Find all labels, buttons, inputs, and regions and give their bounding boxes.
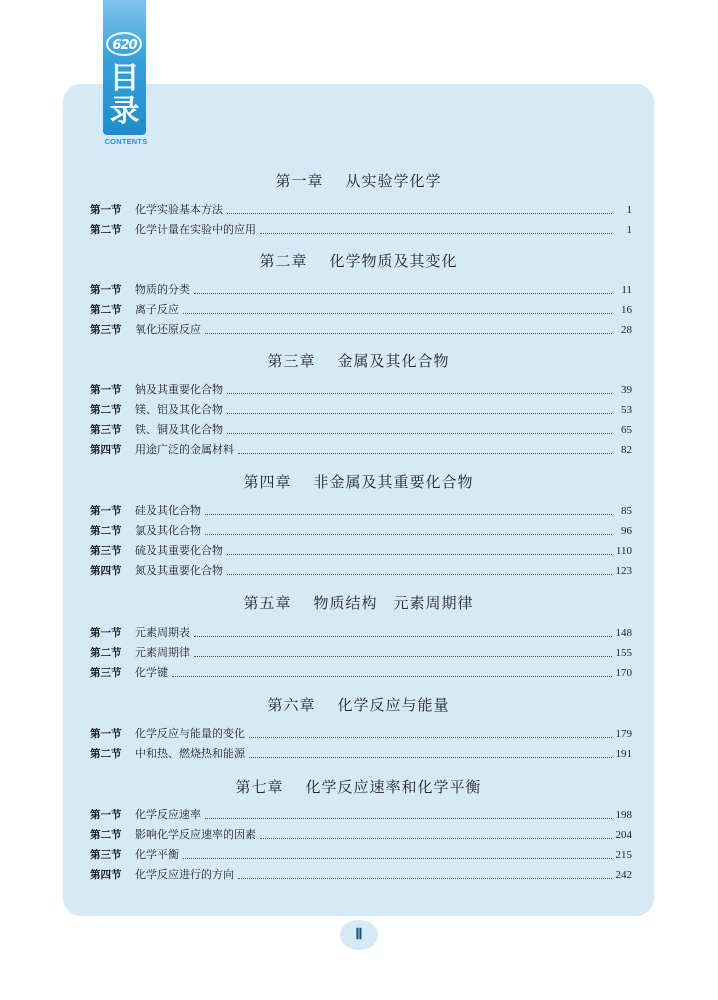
section-label: 第三节 — [90, 667, 122, 679]
section-title: 用途广泛的金属材料 — [135, 443, 234, 456]
leader-dots — [205, 333, 612, 334]
page-number: 53 — [621, 404, 632, 416]
section-label: 第三节 — [90, 424, 122, 436]
page-number: 28 — [621, 324, 632, 336]
section-title: 化学实验基本方法 — [135, 203, 223, 216]
chapter-number: 第六章 — [267, 696, 316, 714]
page-number: 198 — [615, 809, 632, 821]
leader-dots — [183, 313, 612, 314]
toc-row[interactable] — [90, 827, 632, 843]
page-number: 65 — [621, 424, 632, 436]
section-label: 第二节 — [90, 304, 122, 316]
toc-subtitle: CONTENTS — [104, 137, 148, 146]
chapter-name: 化学反应速率和化学平衡 — [305, 778, 482, 796]
toc-row[interactable] — [90, 625, 632, 641]
toc-row[interactable] — [90, 847, 632, 863]
page-number: 11 — [621, 284, 632, 296]
toc-row[interactable] — [90, 222, 632, 238]
leader-dots — [227, 393, 612, 394]
section-title: 中和热、燃烧热和能源 — [135, 747, 245, 760]
chapter-number: 第四章 — [243, 473, 292, 491]
toc-row[interactable] — [90, 807, 632, 823]
toc-badge — [103, 0, 146, 135]
toc-row[interactable] — [90, 867, 632, 883]
brand-logo: 620 — [112, 38, 137, 53]
chapter-name: 金属及其化合物 — [337, 352, 450, 370]
page-number: 1 — [626, 204, 632, 216]
section-title: 铁、铜及其化合物 — [135, 423, 223, 436]
toc-title-char-2: 录 — [109, 94, 140, 129]
page-number: 39 — [621, 384, 632, 396]
section-title: 化学键 — [135, 666, 168, 679]
chapter-heading[interactable] — [63, 592, 654, 613]
leader-dots — [249, 757, 612, 758]
toc-row[interactable] — [90, 302, 632, 318]
section-label: 第二节 — [90, 525, 122, 537]
chapter-heading[interactable] — [63, 170, 654, 191]
section-title: 化学平衡 — [135, 848, 179, 861]
leader-dots — [227, 574, 612, 575]
section-title: 氮及其重要化合物 — [135, 564, 223, 577]
toc-row[interactable] — [90, 645, 632, 661]
page-number-footer: Ⅱ — [340, 920, 378, 950]
page-number: 96 — [621, 525, 632, 537]
section-title: 离子反应 — [135, 303, 179, 316]
toc-title-char-1: 目 — [109, 61, 140, 96]
section-title: 化学反应与能量的变化 — [135, 727, 245, 740]
page-number: 170 — [615, 667, 632, 679]
leader-dots — [183, 858, 612, 859]
leader-dots — [227, 413, 612, 414]
leader-dots — [194, 636, 612, 637]
page-number: 215 — [615, 849, 632, 861]
section-label: 第二节 — [90, 748, 122, 760]
section-label: 第三节 — [90, 545, 122, 557]
toc-row[interactable] — [90, 665, 632, 681]
section-title: 钠及其重要化合物 — [135, 383, 223, 396]
leader-dots — [260, 233, 612, 234]
leader-dots — [227, 433, 612, 434]
chapter-number: 第三章 — [267, 352, 316, 370]
page-number: 179 — [615, 728, 632, 740]
section-label: 第一节 — [90, 204, 122, 216]
page-number: 242 — [615, 869, 632, 881]
leader-dots — [172, 676, 612, 677]
section-title: 化学反应进行的方向 — [135, 868, 234, 881]
leader-dots — [194, 656, 612, 657]
toc-row[interactable] — [90, 202, 632, 218]
leader-dots — [249, 737, 612, 738]
chapter-heading[interactable] — [63, 250, 654, 271]
section-title: 硅及其化合物 — [135, 504, 201, 517]
chapter-number: 第七章 — [235, 778, 284, 796]
leader-dots — [238, 878, 612, 879]
toc-row[interactable] — [90, 503, 632, 519]
leader-dots — [194, 293, 612, 294]
section-title: 化学反应速率 — [135, 808, 201, 821]
toc-row[interactable] — [90, 282, 632, 298]
page-number: 110 — [615, 545, 632, 557]
section-title: 元素周期表 — [135, 626, 190, 639]
leader-dots — [227, 554, 612, 555]
chapter-number: 第一章 — [275, 172, 324, 190]
page-number: 1 — [626, 224, 632, 236]
section-label: 第二节 — [90, 224, 122, 236]
toc-row[interactable] — [90, 442, 632, 458]
section-label: 第一节 — [90, 627, 122, 639]
toc-row[interactable] — [90, 563, 632, 579]
leader-dots — [205, 818, 612, 819]
section-title: 镁、铝及其化合物 — [135, 403, 223, 416]
page-number: 123 — [615, 565, 632, 577]
section-title: 化学计量在实验中的应用 — [135, 223, 256, 236]
chapter-heading[interactable] — [63, 471, 654, 492]
toc-row[interactable] — [90, 422, 632, 438]
toc-row[interactable] — [90, 402, 632, 418]
section-label: 第三节 — [90, 849, 122, 861]
section-label: 第二节 — [90, 829, 122, 841]
section-label: 第一节 — [90, 809, 122, 821]
toc-row[interactable] — [90, 523, 632, 539]
chapter-name: 化学物质及其变化 — [329, 252, 458, 270]
chapter-name: 化学反应与能量 — [337, 696, 450, 714]
section-title: 硫及其重要化合物 — [135, 544, 223, 557]
section-label: 第一节 — [90, 284, 122, 296]
toc-row[interactable] — [90, 746, 632, 762]
toc-row[interactable] — [90, 322, 632, 338]
page-number: 82 — [621, 444, 632, 456]
section-label: 第二节 — [90, 404, 122, 416]
leader-dots — [205, 514, 612, 515]
page-number: 191 — [615, 748, 632, 760]
toc-row[interactable] — [90, 382, 632, 398]
chapter-heading[interactable] — [63, 694, 654, 715]
section-title: 元素周期律 — [135, 646, 190, 659]
chapter-name: 非金属及其重要化合物 — [313, 473, 474, 491]
chapter-number: 第二章 — [259, 252, 308, 270]
leader-dots — [260, 838, 612, 839]
section-label: 第四节 — [90, 869, 122, 881]
toc-row[interactable] — [90, 726, 632, 742]
section-label: 第一节 — [90, 728, 122, 740]
page-number: 155 — [615, 647, 632, 659]
section-label: 第二节 — [90, 647, 122, 659]
chapter-name: 物质结构 元素周期律 — [313, 594, 474, 612]
chapter-name: 从实验学化学 — [345, 172, 442, 190]
page-number: 16 — [621, 304, 632, 316]
section-label: 第四节 — [90, 565, 122, 577]
section-title: 氯及其化合物 — [135, 524, 201, 537]
leader-dots — [205, 534, 612, 535]
section-label: 第一节 — [90, 505, 122, 517]
chapter-heading[interactable] — [63, 776, 654, 797]
page-number: 85 — [621, 505, 632, 517]
page-number: 204 — [615, 829, 632, 841]
section-label: 第一节 — [90, 384, 122, 396]
section-title: 影响化学反应速率的因素 — [135, 828, 256, 841]
page-number: 148 — [615, 627, 632, 639]
toc-row[interactable] — [90, 543, 632, 559]
leader-dots — [238, 453, 612, 454]
section-title: 氧化还原反应 — [135, 323, 201, 336]
section-title: 物质的分类 — [135, 283, 190, 296]
leader-dots — [227, 213, 612, 214]
chapter-number: 第五章 — [243, 594, 292, 612]
section-label: 第四节 — [90, 444, 122, 456]
chapter-heading[interactable] — [63, 350, 654, 371]
section-label: 第三节 — [90, 324, 122, 336]
